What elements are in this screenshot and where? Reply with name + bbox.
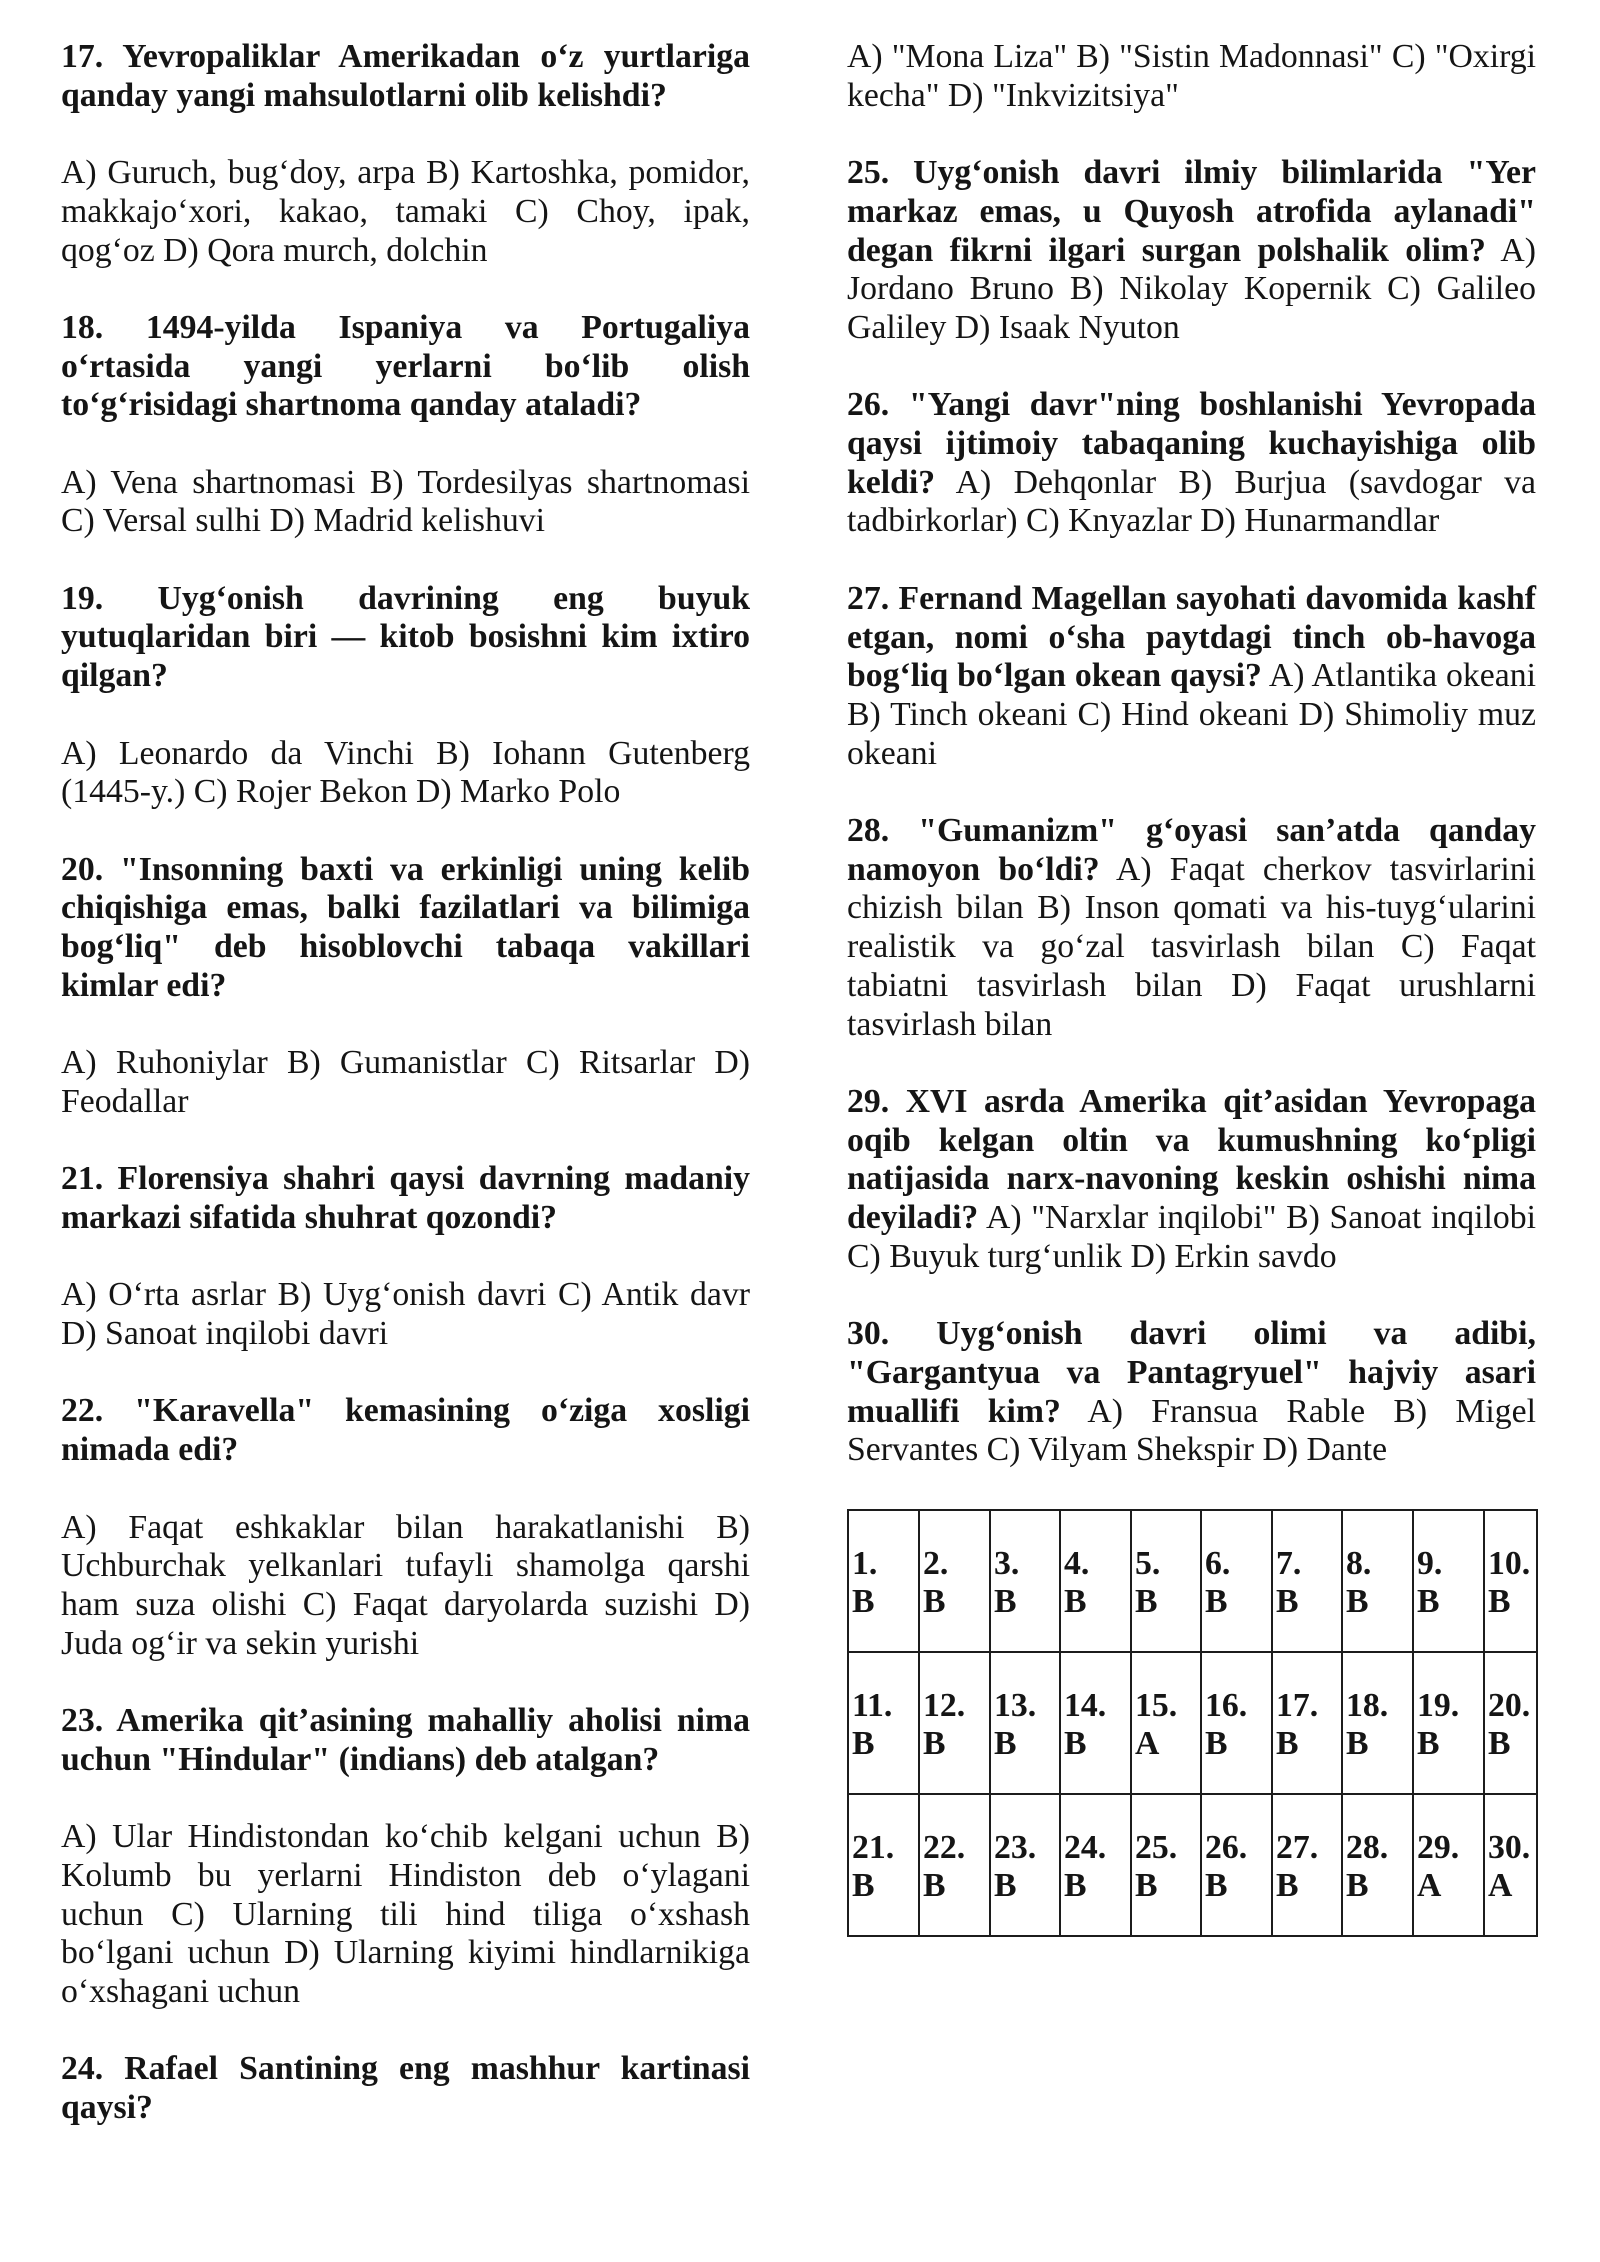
option-c: C) Vilyam Shekspir (986, 1431, 1255, 1469)
answer-letter: B (1064, 1725, 1087, 1763)
answer-letter: A (1417, 1867, 1442, 1905)
question-text: Uyg‘onish davri olimi va adibi, "Gargantyua va Pantagryuel" hajviy asari muallifi kim? (847, 1315, 1536, 1430)
answer-number: 20. (1488, 1686, 1531, 1724)
answer-letter: B (1417, 1583, 1440, 1621)
option-d: D) Feodallar (61, 1044, 751, 1120)
option-a: A) "Mona Liza" (847, 38, 1068, 75)
options-17 (61, 154, 750, 270)
answer-cell-30 (1484, 1794, 1537, 1936)
question-19 (61, 580, 750, 696)
answer-cell-16 (1201, 1652, 1272, 1794)
answer-letter: B (994, 1867, 1017, 1905)
option-c: C) Rojer Bekon (193, 773, 408, 811)
option-b: B) Kolumb bu yerlarni Hindiston deb o‘ylagani uchun (61, 1818, 750, 1933)
answer-cell-2 (919, 1510, 990, 1652)
question-27 (847, 580, 1536, 774)
options-23 (61, 1818, 750, 2012)
option-d: D) Faqat urushlarni tasvirlash bilan (847, 966, 1536, 1043)
question-number: 22. (61, 1392, 104, 1430)
question-18 (61, 309, 750, 425)
answer-cell-22 (919, 1794, 990, 1936)
question-number: 26. (847, 386, 890, 424)
answer-number: 30. (1488, 1828, 1531, 1866)
question-text: XVI asrda Amerika qit’asidan Yevropaga oqib kelgan oltin va kumushning ko‘pligi natijasida narx-navoning keskin oshishi nima deyiladi? (847, 1082, 1536, 1237)
answer-cell-24 (1060, 1794, 1131, 1936)
answer-letter: B (1064, 1583, 1087, 1621)
answer-number: 9. (1417, 1544, 1443, 1582)
answer-letter: B (1135, 1583, 1158, 1621)
question-30 (847, 1315, 1536, 1470)
question-text: 1494-yilda Ispaniya va Portugaliya o‘rtasida yangi yerlarni bo‘lib olish to‘g‘risidagi shartnoma qanday ataladi? (61, 308, 750, 424)
answer-letter: B (1346, 1725, 1369, 1763)
answer-cell-12 (919, 1652, 990, 1794)
option-c: C) Ritsarlar (525, 1044, 696, 1082)
answer-key-row (848, 1510, 1537, 1652)
option-c: C) Ularning tili hind tiliga o‘xshash bo‘lgani uchun (61, 1895, 750, 1972)
question-number: 25. (847, 154, 890, 192)
answer-letter: B (1346, 1867, 1369, 1905)
answer-number: 17. (1276, 1686, 1319, 1724)
answer-number: 2. (923, 1544, 949, 1582)
option-b: B) Inson qomati va his-tuyg‘ularini realistik va go‘zal tasvirlash bilan (847, 889, 1536, 966)
option-b: B) Tordesilyas shartnomasi (369, 463, 751, 501)
option-b: B) Burjua (savdogar va tadbirkorlar) (847, 463, 1537, 540)
option-c: C) Knyazlar (1025, 502, 1192, 540)
option-a: A) Dehqonlar (955, 463, 1157, 501)
question-29 (847, 1083, 1536, 1277)
answer-number: 18. (1346, 1686, 1389, 1724)
question-number: 21. (61, 1160, 104, 1198)
option-a: A) Jordano Bruno (847, 231, 1536, 308)
answer-key-row (848, 1794, 1537, 1936)
answer-letter: B (1205, 1725, 1228, 1763)
question-number: 28. (847, 812, 890, 849)
answer-number: 21. (852, 1828, 895, 1866)
question-28 (847, 812, 1536, 1044)
answer-cell-15 (1131, 1652, 1201, 1794)
question-17 (61, 38, 750, 115)
answer-number: 4. (1064, 1544, 1090, 1582)
question-24 (61, 2050, 750, 2127)
answer-number: 12. (923, 1686, 966, 1724)
question-number: 23. (61, 1702, 104, 1740)
answer-letter: B (1205, 1867, 1228, 1905)
option-d: D) Hunarmandlar (1200, 502, 1440, 540)
answer-letter: B (1135, 1867, 1158, 1905)
option-c: C) Faqat tabiatni tasvirlash bilan (847, 928, 1536, 1004)
answer-cell-4 (1060, 1510, 1131, 1652)
question-20 (61, 851, 750, 1006)
question-21 (61, 1160, 750, 1237)
question-text: Uyg‘onish davri ilmiy bilimlarida "Yer markaz emas, u Quyosh atrofida aylanadi" degan fikrni ilgari surgan polshalik olim? (847, 154, 1536, 269)
answer-key-row (848, 1652, 1537, 1794)
option-c: C) Choy, ipak, qog‘oz (61, 192, 750, 269)
answer-letter: B (1276, 1583, 1299, 1621)
option-d: D) Qora murch, dolchin (163, 231, 488, 269)
question-text: "Yangi davr"ning boshlanishi Yevropada qaysi ijtimoiy tabaqaning kuchayishiga olib keldi? (847, 386, 1537, 501)
answer-number: 8. (1346, 1544, 1372, 1582)
answer-cell-17 (1272, 1652, 1342, 1794)
option-a: A) Vena shartnomasi (61, 463, 356, 501)
option-a: A) Fransua Rable (1087, 1392, 1366, 1430)
options-20 (61, 1044, 750, 1121)
answer-cell-5 (1131, 1510, 1201, 1652)
question-text: Florensiya shahri qaysi davrning madaniy markazi sifatida shuhrat qozondi? (61, 1160, 751, 1236)
answer-number: 16. (1205, 1686, 1248, 1724)
option-b: B) Tinch okeani (847, 695, 1068, 733)
option-a: A) Faqat eshkaklar bilan harakatlanishi (61, 1508, 685, 1546)
answer-number: 23. (994, 1828, 1037, 1866)
answer-cell-9 (1413, 1510, 1484, 1652)
answer-number: 29. (1417, 1828, 1460, 1866)
options-19 (61, 735, 750, 812)
question-text: Fernand Magellan sayohati davomida kashf etgan, nomi o‘sha paytdagi tinch ob-havoga bog‘liq bo‘lgan okean qaysi? (847, 579, 1536, 695)
question-text: Uyg‘onish davrining eng buyuk yutuqlaridan biri — kitob bosishni kim ixtiro qilgan? (61, 579, 751, 695)
answer-letter: B (923, 1867, 946, 1905)
option-a: A) "Narxlar inqilobi" (986, 1199, 1277, 1237)
option-c: C) Versal sulhi (61, 502, 261, 540)
answer-letter: B (1346, 1583, 1369, 1621)
answer-number: 19. (1417, 1686, 1460, 1724)
option-d: D) Shimoliy muz okeani (847, 695, 1537, 772)
question-stem (847, 154, 1536, 268)
option-b: B) Iohann Gutenberg (1445-y.) (61, 734, 750, 811)
question-number: 20. (61, 850, 104, 888)
answer-cell-28 (1342, 1794, 1413, 1936)
question-number: 19. (61, 579, 104, 617)
answer-letter: B (994, 1583, 1017, 1621)
answer-number: 22. (923, 1828, 966, 1866)
answer-number: 25. (1135, 1828, 1178, 1866)
question-number: 30. (847, 1315, 890, 1353)
answer-cell-8 (1342, 1510, 1413, 1652)
question-text: Rafael Santining eng mashhur kartinasi qaysi? (61, 2050, 750, 2127)
answer-cell-26 (1201, 1794, 1272, 1936)
answer-cell-14 (1060, 1652, 1131, 1794)
answer-letter: B (1276, 1725, 1299, 1763)
question-number: 17. (61, 38, 104, 75)
option-d: D) "Inkvizitsiya" (947, 76, 1179, 114)
answer-letter: B (1488, 1583, 1511, 1621)
option-b: B) Nikolay Kopernik (1069, 270, 1372, 308)
option-d: D) Marko Polo (415, 773, 621, 811)
answer-number: 3. (994, 1544, 1020, 1582)
question-22 (61, 1392, 750, 1469)
answer-letter: B (852, 1583, 875, 1621)
option-b: B) Sanoat inqilobi (1286, 1199, 1537, 1237)
answer-letter: B (1488, 1725, 1511, 1763)
answer-cell-3 (990, 1510, 1060, 1652)
question-number: 29. (847, 1082, 890, 1120)
option-a: A) Guruch, bug‘doy, arpa (61, 154, 416, 192)
option-b: B) Uyg‘onish davri (277, 1276, 547, 1314)
options-22 (61, 1509, 750, 1664)
answer-number: 26. (1205, 1828, 1248, 1866)
question-number: 24. (61, 2050, 104, 2088)
question-text: Yevropaliklar Amerikadan o‘z yurtlariga qanday yangi mahsulotlarni olib kelishdi? (61, 38, 750, 114)
answer-cell-19 (1413, 1652, 1484, 1794)
option-c: C) Galileo Galiley (847, 270, 1537, 346)
option-b: B) Kartoshka, pomidor, makkajo‘xori, kakao, tamaki (61, 154, 750, 230)
option-b: B) Uchburchak yelkanlari tufayli shamolga qarshi ham suza olishi (61, 1508, 750, 1623)
answer-letter: B (852, 1725, 875, 1763)
answer-number: 13. (994, 1686, 1037, 1724)
option-c: C) Buyuk turg‘unlik (847, 1237, 1123, 1275)
answer-number: 14. (1064, 1686, 1107, 1724)
answer-cell-23 (990, 1794, 1060, 1936)
option-d: D) Sanoat inqilobi davri (61, 1315, 389, 1353)
answer-number: 11. (852, 1686, 893, 1724)
option-a: A) Atlantika okeani (1268, 657, 1536, 695)
answer-number: 27. (1276, 1828, 1319, 1866)
option-a: A) Ular Hindistondan ko‘chib kelgani uchun (61, 1818, 701, 1856)
answer-number: 15. (1135, 1686, 1178, 1724)
option-b: B) Migel Servantes (847, 1392, 1536, 1469)
answer-cell-21 (848, 1794, 919, 1936)
answer-letter: B (852, 1867, 875, 1905)
option-d: D) Juda og‘ir va sekin yurishi (61, 1585, 751, 1662)
answer-letter: A (1488, 1867, 1513, 1905)
answer-cell-11 (848, 1652, 919, 1794)
answer-number: 1. (852, 1544, 878, 1582)
question-text: Amerika qit’asining mahalliy aholisi nima uchun "Hindular" (indians) deb atalgan? (61, 1702, 750, 1778)
answer-number: 24. (1064, 1828, 1107, 1866)
question-number: 18. (61, 308, 104, 346)
right-column (847, 38, 1536, 1937)
answer-cell-29 (1413, 1794, 1484, 1936)
answer-letter: B (923, 1725, 946, 1763)
question-26 (847, 386, 1536, 541)
option-d: D) Ularning kiyimi hindlarnikiga o‘xshagani uchun (61, 1934, 751, 2010)
question-text: "Karavella" kemasining o‘ziga xosligi nimada edi? (61, 1392, 751, 1469)
answer-cell-25 (1131, 1794, 1201, 1936)
answer-letter: B (1205, 1583, 1228, 1621)
option-b: B) Gumanistlar (286, 1044, 507, 1082)
answer-cell-10 (1484, 1510, 1537, 1652)
option-c: C) Antik davr (558, 1276, 750, 1314)
answer-key-table (847, 1509, 1538, 1937)
options-18 (61, 464, 750, 541)
answer-cell-27 (1272, 1794, 1342, 1936)
answer-number: 7. (1276, 1544, 1302, 1582)
answer-number: 5. (1135, 1544, 1161, 1582)
answer-letter: B (994, 1725, 1017, 1763)
answer-letter: A (1135, 1725, 1160, 1763)
option-d: D) Madrid kelishuvi (269, 502, 546, 540)
option-a: A) Leonardo da Vinchi (61, 734, 414, 772)
options-24 (847, 38, 1536, 115)
question-text: "Insonning baxti va erkinligi uning kelib chiqishiga emas, balki fazilatlari va bilimiga bog‘liq" deb hisoblovchi tabaqa vakillari kimlar edi? (61, 850, 751, 1004)
answer-letter: B (1064, 1867, 1087, 1905)
option-b: B) "Sistin Madonnasi" (1076, 38, 1383, 75)
answer-cell-7 (1272, 1510, 1342, 1652)
question-23 (61, 1702, 750, 1779)
question-number: 27. (847, 579, 890, 617)
answer-letter: B (1276, 1867, 1299, 1905)
option-a: A) Faqat cherkov tasvirlarini chizish bilan (847, 850, 1537, 927)
option-a: A) O‘rta asrlar (61, 1276, 266, 1314)
answer-number: 10. (1488, 1544, 1531, 1582)
answer-letter: B (923, 1583, 946, 1621)
option-d: D) Isaak Nyuton (954, 308, 1180, 346)
options-21 (61, 1276, 750, 1353)
option-d: D) Erkin savdo (1130, 1237, 1337, 1275)
question-25 (847, 154, 1536, 348)
option-c: C) Hind okeani (1077, 695, 1289, 733)
answer-number: 28. (1346, 1828, 1389, 1866)
option-c: C) "Oxirgi kecha" (847, 38, 1537, 114)
answer-number: 6. (1205, 1544, 1231, 1582)
answer-cell-20 (1484, 1652, 1537, 1794)
answer-letter: B (1417, 1725, 1440, 1763)
answer-cell-1 (848, 1510, 919, 1652)
answer-cell-6 (1201, 1510, 1272, 1652)
question-text: "Gumanizm" g‘oyasi san’atda qanday namoyon bo‘ldi? (847, 812, 1536, 888)
answer-cell-18 (1342, 1652, 1413, 1794)
option-d: D) Dante (1262, 1431, 1388, 1469)
option-c: C) Faqat daryolarda suzishi (302, 1585, 699, 1623)
option-a: A) Ruhoniylar (61, 1044, 268, 1082)
left-column (61, 38, 750, 2166)
answer-cell-13 (990, 1652, 1060, 1794)
